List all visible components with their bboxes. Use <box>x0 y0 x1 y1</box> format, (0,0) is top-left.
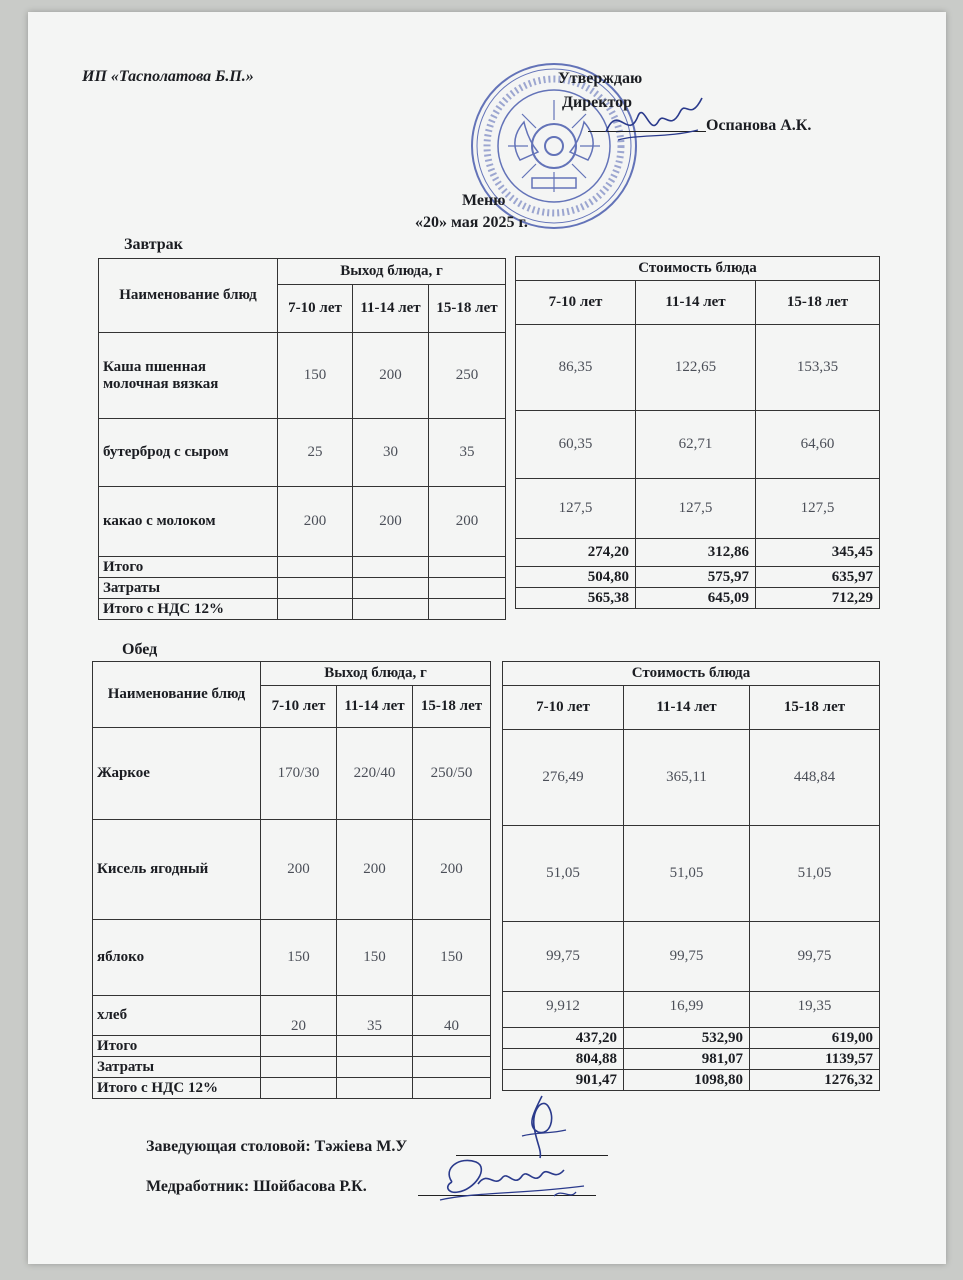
dish-name: яблоко <box>93 920 261 996</box>
age-11-14-header: 11-14 лет <box>353 285 429 333</box>
age-15-18-header: 15-18 лет <box>413 686 491 728</box>
yield-value: 20 <box>261 996 337 1036</box>
costs-row <box>516 567 880 588</box>
canteen-head-label: Заведующая столовой: Тәжіева М.У <box>146 1138 408 1155</box>
cost-value: 99,75 <box>624 922 750 992</box>
cost-value: 99,75 <box>503 922 624 992</box>
cost-value: 127,5 <box>636 479 756 539</box>
total-value: 532,90 <box>624 1028 750 1049</box>
lunch-yield-table <box>92 661 491 1099</box>
age-7-10-header: 7-10 лет <box>278 285 353 333</box>
cost-value: 153,35 <box>756 325 880 411</box>
vat-row <box>516 588 880 609</box>
menu-title: Меню <box>462 192 506 209</box>
menu-date: «20» мая 2025 г. <box>415 214 528 231</box>
yield-value: 200 <box>413 820 491 920</box>
cost-value: 51,05 <box>750 826 880 922</box>
yield-value: 35 <box>337 996 413 1036</box>
table-row <box>503 730 880 826</box>
cost-value: 86,35 <box>516 325 636 411</box>
yield-value: 200 <box>353 487 429 557</box>
yield-value: 220/40 <box>337 728 413 820</box>
lunch-cost-table <box>502 661 880 1091</box>
medic-signature-icon <box>434 1148 590 1214</box>
table-row <box>99 333 506 419</box>
vat-total-label: Итого с НДС 12% <box>99 599 278 620</box>
total-value: 312,86 <box>636 539 756 567</box>
table-row <box>93 920 491 996</box>
age-15-18-header: 15-18 лет <box>750 686 880 730</box>
dish-name: хлеб <box>93 996 261 1036</box>
yield-value: 250/50 <box>413 728 491 820</box>
vat-total-value: 712,29 <box>756 588 880 609</box>
director-title: Директор <box>562 94 632 111</box>
total-row <box>516 539 880 567</box>
yield-value: 25 <box>278 419 353 487</box>
dish-name: бутерброд с сыром <box>99 419 278 487</box>
age-15-18-header: 15-18 лет <box>756 281 880 325</box>
table-row <box>516 479 880 539</box>
yield-column-header: Выход блюда, г <box>261 662 491 686</box>
approve-label: Утверждаю <box>558 70 643 87</box>
cost-value: 64,60 <box>756 411 880 479</box>
breakfast-cost-table <box>515 256 880 609</box>
age-7-10-header: 7-10 лет <box>516 281 636 325</box>
costs-label: Затраты <box>93 1057 261 1078</box>
table-row <box>99 419 506 487</box>
vat-total-value: 1276,32 <box>750 1070 880 1091</box>
yield-value: 150 <box>413 920 491 996</box>
yield-column-header: Выход блюда, г <box>278 259 506 285</box>
cost-value: 60,35 <box>516 411 636 479</box>
yield-value: 200 <box>261 820 337 920</box>
costs-value: 981,07 <box>624 1049 750 1070</box>
cost-column-header: Стоимость блюда <box>516 257 880 281</box>
dish-name: Кисель ягодный <box>93 820 261 920</box>
cost-column-header: Стоимость блюда <box>503 662 880 686</box>
lunch-title: Обед <box>122 641 158 658</box>
age-11-14-header: 11-14 лет <box>636 281 756 325</box>
table-row <box>503 992 880 1028</box>
cost-value: 365,11 <box>624 730 750 826</box>
age-11-14-header: 11-14 лет <box>624 686 750 730</box>
total-value: 619,00 <box>750 1028 880 1049</box>
table-row <box>93 820 491 920</box>
table-row <box>503 826 880 922</box>
cost-value: 122,65 <box>636 325 756 411</box>
yield-value: 200 <box>337 820 413 920</box>
table-row <box>93 996 491 1036</box>
age-11-14-header: 11-14 лет <box>337 686 413 728</box>
cost-value: 127,5 <box>756 479 880 539</box>
breakfast-title: Завтрак <box>124 236 183 253</box>
yield-value: 200 <box>429 487 506 557</box>
table-row <box>516 411 880 479</box>
dish-name: какао с молоком <box>99 487 278 557</box>
organization-name: ИП «Тасполатова Б.П.» <box>82 68 254 85</box>
table-row <box>503 922 880 992</box>
table-row <box>516 325 880 411</box>
total-row <box>503 1028 880 1049</box>
vat-total-value: 645,09 <box>636 588 756 609</box>
yield-value: 150 <box>261 920 337 996</box>
cost-value: 51,05 <box>624 826 750 922</box>
costs-value: 575,97 <box>636 567 756 588</box>
costs-value: 635,97 <box>756 567 880 588</box>
dish-name: Каша пшенная молочная вязкая <box>99 333 278 419</box>
yield-value: 40 <box>413 996 491 1036</box>
cost-value: 276,49 <box>503 730 624 826</box>
dish-name: Жаркое <box>93 728 261 820</box>
costs-row <box>503 1049 880 1070</box>
name-column-header: Наименование блюд <box>99 259 278 333</box>
cost-value: 62,71 <box>636 411 756 479</box>
yield-value: 30 <box>353 419 429 487</box>
yield-value: 200 <box>278 487 353 557</box>
costs-value: 804,88 <box>503 1049 624 1070</box>
yield-value: 35 <box>429 419 506 487</box>
cost-value: 19,35 <box>750 992 880 1028</box>
table-row <box>99 487 506 557</box>
yield-value: 150 <box>278 333 353 419</box>
cost-value: 448,84 <box>750 730 880 826</box>
cost-value: 51,05 <box>503 826 624 922</box>
vat-total-label: Итого с НДС 12% <box>93 1078 261 1099</box>
age-15-18-header: 15-18 лет <box>429 285 506 333</box>
vat-total-value: 901,47 <box>503 1070 624 1091</box>
total-value: 437,20 <box>503 1028 624 1049</box>
yield-value: 250 <box>429 333 506 419</box>
director-signature-icon <box>598 92 708 154</box>
total-label: Итого <box>99 557 278 578</box>
director-name: Оспанова А.К. <box>706 117 812 134</box>
table-row <box>93 728 491 820</box>
cost-value: 99,75 <box>750 922 880 992</box>
costs-value: 504,80 <box>516 567 636 588</box>
name-column-header: Наименование блюд <box>93 662 261 728</box>
yield-value: 200 <box>353 333 429 419</box>
age-7-10-header: 7-10 лет <box>503 686 624 730</box>
vat-total-value: 565,38 <box>516 588 636 609</box>
breakfast-yield-table <box>98 258 506 620</box>
costs-label: Затраты <box>99 578 278 599</box>
cost-value: 16,99 <box>624 992 750 1028</box>
total-value: 345,45 <box>756 539 880 567</box>
medic-label: Медработник: Шойбасова Р.К. <box>146 1178 367 1195</box>
cost-value: 127,5 <box>516 479 636 539</box>
yield-value: 150 <box>337 920 413 996</box>
vat-total-value: 1098,80 <box>624 1070 750 1091</box>
total-value: 274,20 <box>516 539 636 567</box>
vat-row <box>503 1070 880 1091</box>
yield-value: 170/30 <box>261 728 337 820</box>
costs-value: 1139,57 <box>750 1049 880 1070</box>
total-label: Итого <box>93 1036 261 1057</box>
cost-value: 9,912 <box>503 992 624 1028</box>
age-7-10-header: 7-10 лет <box>261 686 337 728</box>
